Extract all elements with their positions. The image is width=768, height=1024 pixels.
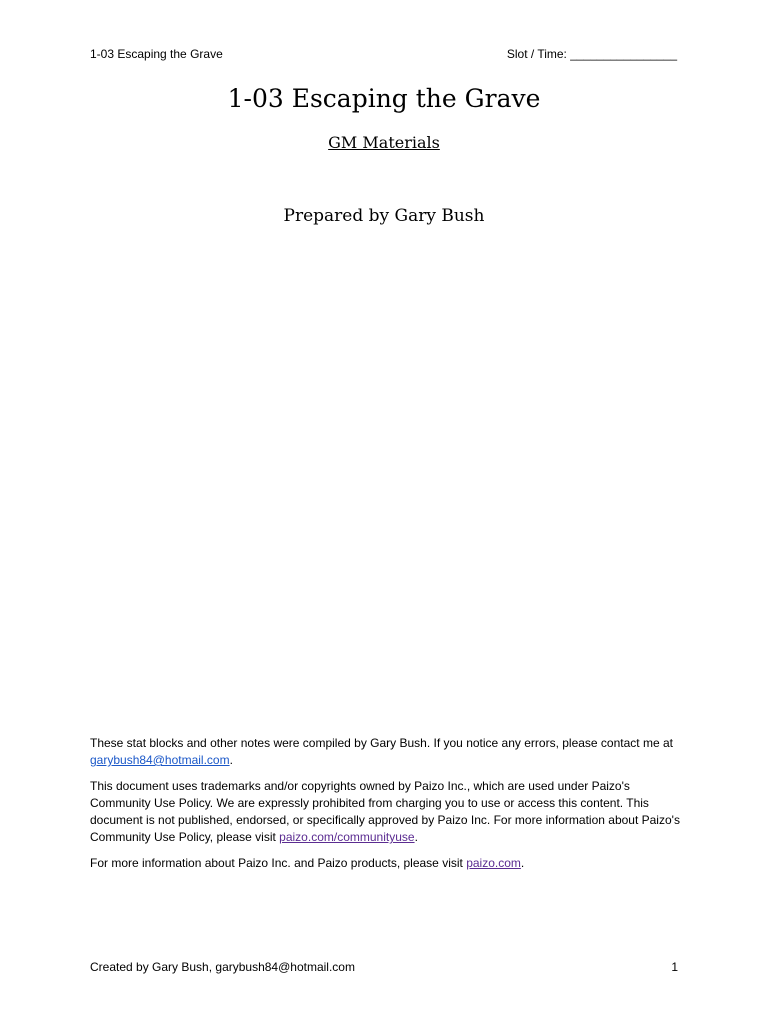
paizo-text: For more information about Paizo Inc. and Paizo products, please visit — [90, 856, 467, 870]
community-use-link[interactable]: paizo.com/communityuse — [279, 830, 415, 844]
contact-end: . — [229, 753, 233, 767]
contact-email-link[interactable]: garybush84@hotmail.com — [90, 753, 230, 767]
footer-credit: Created by Gary Bush, garybush84@hotmail.com — [90, 960, 355, 974]
header-slot-time: Slot / Time: ________________ — [506, 47, 677, 61]
notes-paragraph-contact — [90, 735, 680, 769]
contact-text: These stat blocks and other notes were compiled by Gary Bush. If you notice any errors, please contact me at — [90, 736, 673, 750]
paizo-link[interactable]: paizo.com — [466, 856, 521, 870]
page-subtitle: GM Materials — [328, 133, 440, 152]
paizo-end: . — [520, 856, 525, 870]
page-number: 1 — [671, 960, 678, 974]
notes-paragraph-policy — [90, 778, 680, 846]
header-title: 1-03 Escaping the Grave — [90, 47, 223, 61]
policy-end: . — [414, 830, 418, 844]
author-line: Prepared by Gary Bush — [283, 206, 485, 226]
page-title: 1-03 Escaping the Grave — [227, 84, 541, 113]
notes-paragraph-paizo — [90, 855, 680, 872]
policy-text: This document uses trademarks and/or copyrights owned by Paizo Inc., which are used under Paizo's Community Use Policy. We are expressly prohibited from charging you to use or access this content. This document is not published, endorsed, or specifically approved by Paizo Inc. For more information about Paizo's Community Use Policy, please visit — [90, 779, 680, 844]
notes-section — [90, 735, 680, 881]
